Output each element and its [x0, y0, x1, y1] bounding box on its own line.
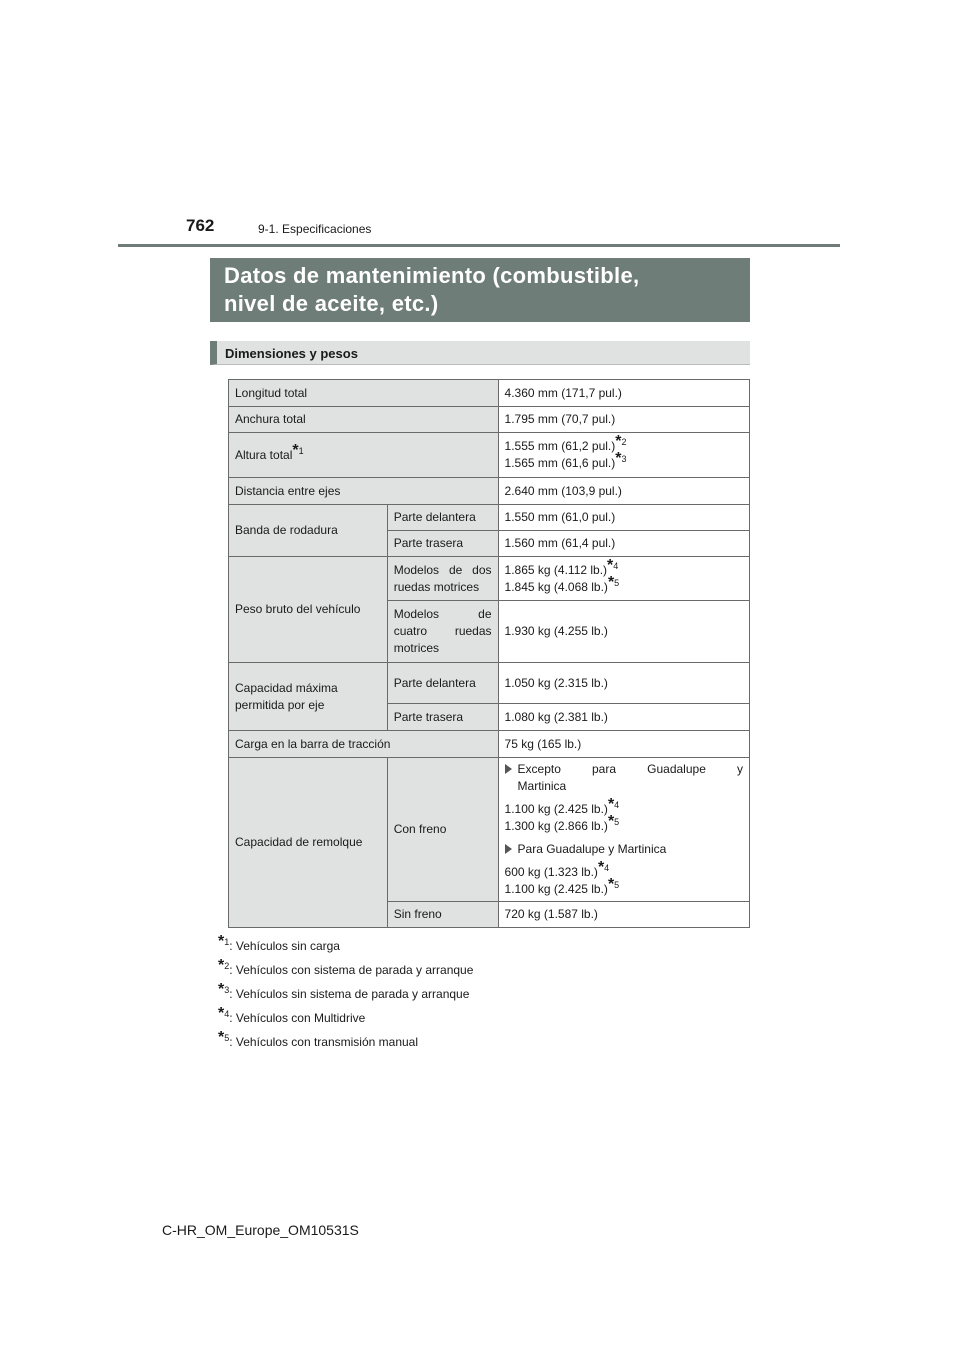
page-title-line-2: nivel de aceite, etc.) [224, 291, 439, 316]
footnote-ref: 5 [614, 817, 620, 827]
distancia-label: Distancia entre ejes [229, 478, 499, 505]
cuatro-line-2: cuatro ruedas [393, 624, 492, 638]
cuatro-line-3: motrices [393, 641, 440, 655]
banda-label: Banda de rodadura [229, 505, 388, 557]
footnote-star-icon: * [607, 813, 615, 830]
con-freno-3: 600 kg (1.323 lb.) [504, 865, 598, 879]
banda-trasera-label: Parte trasera [387, 531, 498, 557]
footnote-star-icon: * [218, 1029, 225, 1046]
header-rule [118, 244, 840, 247]
capacidad-eje-label [229, 663, 388, 731]
footnote-star-icon: * [597, 859, 605, 876]
altura-value-cell [498, 433, 749, 478]
footnote-ref: 4 [613, 560, 619, 571]
footnote-star-icon: * [615, 433, 622, 450]
banda-trasera-value: 1.560 mm (61,4 pul.) [498, 531, 749, 557]
sin-freno-value: 720 kg (1.587 lb.) [498, 902, 749, 928]
table-row [229, 557, 750, 601]
anchura-label: Anchura total [229, 407, 499, 433]
footnote-ref: 3 [621, 454, 627, 464]
eje-delantera-value: 1.050 kg (2.315 lb.) [498, 663, 749, 704]
eje-delantera-label: Parte delantera [387, 663, 498, 704]
peso-cuatro-value: 1.930 kg (4.255 lb.) [498, 601, 749, 663]
footnote-item [218, 1030, 473, 1054]
footnote-star-icon: * [607, 796, 615, 813]
footnote-number: 1 [224, 937, 230, 947]
longitud-label: Longitud total [229, 380, 499, 407]
footnote-text: : Vehículos con Multidrive [229, 1011, 366, 1025]
footnote-ref: 5 [614, 577, 620, 588]
con-freno-1: 1.100 kg (2.425 lb.) [504, 802, 608, 816]
excepto-line-2: Martinica [517, 779, 567, 793]
footnote-text: : Vehículos sin sistema de parada y arranque [229, 987, 470, 1001]
subheading-text: Dimensiones y pesos [225, 346, 358, 361]
dimensions-table [228, 379, 750, 928]
table-row [229, 380, 750, 407]
footnote-ref: 1 [298, 445, 304, 456]
cuatro-line-1: Modelos de [393, 607, 492, 621]
peso-label: Peso bruto del vehículo [229, 557, 388, 663]
section-label: 9-1. Especificaciones [258, 222, 372, 236]
footnote-star-icon: * [292, 441, 299, 459]
altura-value-1: 1.555 mm (61,2 pul.) [504, 439, 616, 453]
eje-trasera-label: Parte trasera [387, 704, 498, 731]
footer-code: C-HR_OM_Europe_OM10531S [162, 1222, 359, 1238]
altura-label-cell [229, 433, 499, 478]
con-freno-4: 1.100 kg (2.425 lb.) [504, 882, 608, 896]
peso-dos-value-cell [498, 557, 749, 601]
footnote-star-icon: * [218, 933, 225, 950]
capacidad-eje-line-1: Capacidad máxima [235, 680, 338, 695]
excepto-item [505, 761, 743, 795]
dos-ruedas-line-1: Modelos de dos [393, 562, 492, 577]
capacidad-eje-line-2: permitida por eje [235, 697, 325, 712]
footnote-text: : Vehículos sin carga [229, 939, 340, 953]
dos-ruedas-line-2: ruedas motrices [393, 579, 480, 594]
table-row [229, 505, 750, 531]
footnote-text: : Vehículos con sistema de parada y arranque [229, 963, 474, 977]
table-row [229, 407, 750, 433]
con-freno-2: 1.300 kg (2.866 lb.) [504, 819, 608, 833]
dos-ruedas-label [387, 557, 498, 601]
footnote-star-icon: * [615, 450, 622, 467]
table-row [229, 731, 750, 758]
anchura-value: 1.795 mm (70,7 pul.) [498, 407, 749, 433]
footnote-number: 4 [224, 1009, 230, 1019]
carga-value: 75 kg (165 lb.) [498, 731, 749, 758]
altura-label: Altura total [235, 447, 293, 462]
bullet-arrow-icon [505, 844, 512, 854]
carga-label: Carga en la barra de tracción [229, 731, 499, 758]
footnote-item [218, 1006, 473, 1030]
con-freno-value-cell [498, 758, 749, 902]
footnote-star-icon: * [218, 1005, 225, 1022]
remolque-label: Capacidad de remolque [229, 758, 388, 928]
table-row [229, 478, 750, 505]
footnote-star-icon: * [607, 573, 615, 591]
footnote-star-icon: * [218, 957, 225, 974]
footnote-number: 2 [224, 961, 230, 971]
guadalupe-item [505, 841, 743, 858]
footnote-item [218, 982, 473, 1006]
eje-trasera-value: 1.080 kg (2.381 lb.) [498, 704, 749, 731]
peso-dos-2: 1.845 kg (4.068 lb.) [504, 579, 608, 594]
page-title [210, 258, 750, 322]
footnote-star-icon: * [607, 556, 614, 574]
distancia-value: 2.640 mm (103,9 pul.) [498, 478, 749, 505]
footnote-number: 5 [224, 1033, 230, 1043]
banda-delantera-label: Parte delantera [387, 505, 498, 531]
footnotes [218, 934, 473, 1054]
page-number: 762 [186, 216, 215, 235]
para-guadalupe: Para Guadalupe y Martinica [517, 842, 667, 856]
longitud-value: 4.360 mm (171,7 pul.) [498, 380, 749, 407]
cuatro-ruedas-label [387, 601, 498, 663]
table-row [229, 758, 750, 902]
table-row [229, 433, 750, 478]
footnote-number: 3 [224, 985, 230, 995]
footnote-ref: 4 [614, 800, 620, 810]
footnote-ref: 2 [621, 437, 627, 447]
footnote-item [218, 958, 473, 982]
sin-freno-label: Sin freno [387, 902, 498, 928]
subheading-bar [210, 341, 750, 365]
footnote-star-icon: * [218, 981, 225, 998]
banda-delantera-value: 1.550 mm (61,0 pul.) [498, 505, 749, 531]
footnote-ref: 5 [614, 880, 620, 890]
page-title-line-1: Datos de mantenimiento (combustible, [224, 263, 640, 288]
con-freno-label: Con freno [387, 758, 498, 902]
footnote-ref: 4 [604, 863, 610, 873]
footnote-item [218, 934, 473, 958]
bullet-arrow-icon [505, 764, 512, 774]
altura-value-2: 1.565 mm (61,6 pul.) [504, 456, 616, 470]
excepto-line-1: Excepto para Guadalupe y [517, 762, 743, 776]
footnote-text: : Vehículos con transmisión manual [229, 1035, 419, 1049]
peso-dos-1: 1.865 kg (4.112 lb.) [504, 562, 608, 577]
footnote-star-icon: * [607, 876, 615, 893]
table-row [229, 663, 750, 704]
